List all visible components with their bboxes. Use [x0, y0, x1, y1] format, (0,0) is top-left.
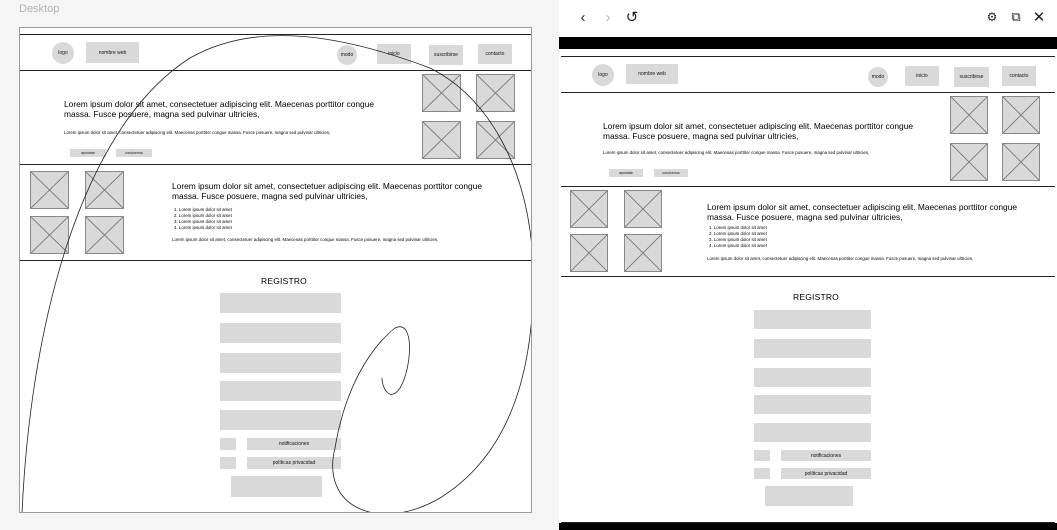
image-placeholder [476, 121, 515, 159]
reload-icon[interactable]: ↺ [625, 9, 639, 26]
chevron-right-icon[interactable]: › [605, 8, 611, 26]
site-name-placeholder[interactable]: nombre web [86, 42, 139, 63]
canvas-frame-label[interactable]: Desktop [19, 3, 60, 15]
preview-top-bar [559, 37, 1057, 49]
preview-frame [561, 49, 1055, 523]
image-placeholder [30, 216, 69, 254]
hero-section [561, 93, 1055, 187]
prototype-preview-panel [559, 0, 1057, 530]
image-placeholder [422, 121, 461, 159]
image-placeholder [950, 96, 988, 134]
privacy-label: políticas privacidad [247, 457, 341, 469]
image-placeholder [1002, 143, 1040, 181]
features-body: Lorem ipsum dolor sit amet, consectetuer adipiscing elit. Maecenas porttitor congue massa. Fusce posuere, magna sed pulvinar ultricies, [172, 237, 439, 242]
features-list-item: 2. Lorem ipsum dolor sit amet [174, 213, 232, 218]
hero-headline: Lorem ipsum dolor sit amet, consectetuer adipiscing elit. Maecenas porttitor congue massa. Fusce posuere, magna sed pulvinar ultricies, [603, 121, 914, 141]
register-title: REGISTRO [261, 276, 307, 286]
desktop-frame[interactable] [19, 27, 532, 513]
nav-item-modo[interactable]: modo [868, 67, 888, 87]
privacy-checkbox[interactable] [754, 468, 770, 479]
preview-bottom-bar [559, 523, 1057, 530]
image-placeholder [570, 234, 608, 272]
form-field[interactable] [220, 293, 341, 313]
form-field[interactable] [220, 353, 341, 373]
submit-button[interactable] [231, 476, 322, 497]
image-placeholder [1002, 96, 1040, 134]
sliders-icon[interactable]: ⚙ [986, 10, 998, 24]
image-placeholder [624, 190, 662, 228]
register-title: REGISTRO [793, 292, 839, 302]
logo-placeholder[interactable]: logo [52, 42, 74, 64]
features-headline: Lorem ipsum dolor sit amet, consectetuer adipiscing elit. Maecenas porttitor congue massa. Fusce posuere, magna sed pulvinar ultricies, [707, 202, 1018, 222]
image-placeholder [476, 74, 515, 112]
features-body: Lorem ipsum dolor sit amet, consectetuer adipiscing elit. Maecenas porttitor congue massa. Fusce posuere, magna sed pulvinar ultricies, [707, 256, 974, 261]
features-list-item: 3. Lorem ipsum dolor sit amet [174, 219, 232, 224]
hero-body: Lorem ipsum dolor sit amet, consectetuer adipiscing elit. Maecenas porttitor congue massa. Fusce posuere, magna sed pulvinar ultricies, [603, 150, 870, 155]
notifications-label: notificaciones [247, 438, 341, 450]
join-button[interactable]: apúntate [609, 169, 643, 177]
features-section [20, 165, 531, 261]
image-placeholder [570, 190, 608, 228]
form-field[interactable] [220, 381, 341, 401]
form-field[interactable] [754, 339, 871, 358]
hero-body: Lorem ipsum dolor sit amet, consectetuer adipiscing elit. Maecenas porttitor congue massa. Fusce posuere, magna sed pulvinar ultricies, [64, 130, 331, 135]
image-placeholder [624, 234, 662, 272]
nav-item-inicio[interactable]: inicio [377, 44, 411, 64]
register-section [20, 261, 531, 513]
image-placeholder [30, 171, 69, 209]
form-field[interactable] [220, 410, 341, 430]
nav-item-contacto[interactable]: contacto [478, 44, 512, 64]
features-list-item: 3. Lorem ipsum dolor sit amet [709, 237, 767, 242]
image-placeholder [85, 216, 124, 254]
features-list-item: 4. Lorem ipsum dolor sit amet [709, 243, 767, 248]
nav-section [561, 56, 1055, 93]
image-placeholder [950, 143, 988, 181]
privacy-checkbox[interactable] [220, 457, 236, 469]
form-field[interactable] [754, 395, 871, 414]
notifications-label: notificaciones [781, 450, 871, 461]
hero-headline: Lorem ipsum dolor sit amet, consectetuer adipiscing elit. Maecenas porttitor congue massa. Fusce posuere, magna sed pulvinar ultricies, [64, 99, 375, 119]
nav-item-suscribirse[interactable]: suscribirse [954, 67, 989, 87]
nav-item-modo[interactable]: modo [337, 45, 357, 65]
features-list-item: 1. Lorem ipsum dolor sit amet [174, 207, 232, 212]
features-list-item: 1. Lorem ipsum dolor sit amet [709, 225, 767, 230]
features-section [561, 187, 1055, 277]
submit-button[interactable] [765, 486, 853, 506]
image-placeholder [422, 74, 461, 112]
features-headline: Lorem ipsum dolor sit amet, consectetuer adipiscing elit. Maecenas porttitor congue massa. Fusce posuere, magna sed pulvinar ultricies, [172, 181, 483, 201]
features-list-item: 2. Lorem ipsum dolor sit amet [709, 231, 767, 236]
form-field[interactable] [754, 368, 871, 387]
notifications-checkbox[interactable] [754, 450, 770, 461]
open-external-icon[interactable]: ⧉ [1011, 9, 1021, 24]
image-placeholder [85, 171, 124, 209]
features-list-item: 4. Lorem ipsum dolor sit amet [174, 225, 232, 230]
join-button[interactable]: apúntate [70, 149, 106, 157]
nav-item-inicio[interactable]: inicio [905, 66, 939, 86]
privacy-label: políticas privacidad [781, 468, 871, 479]
nav-item-contacto[interactable]: contacto [1002, 66, 1036, 86]
form-field[interactable] [220, 323, 341, 343]
learn-more-button[interactable]: conócenos [116, 149, 152, 157]
register-section [561, 277, 1055, 523]
nav-item-suscribirse[interactable]: suscribirse [429, 45, 463, 65]
close-icon[interactable]: ✕ [1032, 9, 1046, 26]
logo-placeholder[interactable]: logo [592, 64, 614, 86]
notifications-checkbox[interactable] [220, 438, 236, 450]
form-field[interactable] [754, 423, 871, 442]
hero-section [20, 71, 531, 165]
site-name-placeholder[interactable]: nombre web [626, 64, 678, 84]
form-field[interactable] [754, 310, 871, 329]
preview-toolbar [559, 0, 1057, 36]
nav-section [20, 34, 531, 71]
learn-more-button[interactable]: conócenos [654, 169, 688, 177]
chevron-left-icon[interactable]: ‹ [580, 8, 586, 26]
